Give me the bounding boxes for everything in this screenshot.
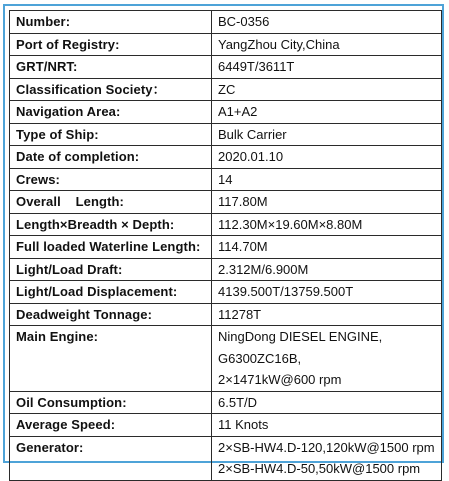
table-row [10,236,442,259]
value-line: 4139.500T/13759.500T [218,284,354,299]
row-value [212,281,442,304]
table-row [10,168,442,191]
table-row [10,281,442,304]
value-line: 2×SB-HW4.D-120,120kW@1500 rpm [218,439,435,455]
value-line: A1+A2 [218,104,258,119]
row-label: Average Speed: [10,414,212,437]
value-line: BC-0356 [218,14,270,29]
row-value [212,436,442,480]
row-label: Length×Breadth × Depth: [10,213,212,236]
row-label: Type of Ship: [10,123,212,146]
value-line: YangZhou City,China [218,36,340,52]
row-label: Overall Length: [10,191,212,214]
table-row [10,11,442,34]
table-row [10,123,442,146]
table-row [10,33,442,56]
row-value [212,78,442,101]
value-line: 6449T/3611T [218,59,295,74]
table-row [10,326,442,392]
table-row [10,436,442,480]
spec-table-body [10,11,442,481]
row-value [212,414,442,437]
row-value [212,146,442,169]
value-line: 11 Knots [218,417,269,432]
row-label: Full loaded Waterline Length: [10,236,212,259]
table-row [10,101,442,124]
spec-sheet-frame [3,4,444,476]
row-label: Oil Consumption: [10,391,212,414]
value-line: 117.80M [218,194,268,209]
row-label: Navigation Area: [10,101,212,124]
value-line: 114.70M [218,239,268,254]
table-row [10,303,442,326]
value-line: NingDong DIESEL ENGINE, [218,329,383,344]
row-value [212,303,442,326]
ship-specification-table [9,10,442,481]
row-value [212,56,442,79]
table-row [10,78,442,101]
row-value [212,11,442,34]
table-row [10,258,442,281]
value-line: 6.5T/D [218,394,258,410]
row-label: Number: [10,11,212,34]
row-value [212,391,442,414]
row-value [212,236,442,259]
value-line: 2×SB-HW4.D-50,50kW@1500 rpm [218,461,421,476]
row-label: Crews: [10,168,212,191]
value-line: 2020.01.10 [218,149,284,164]
row-value [212,33,442,56]
row-label: Port of Registry: [10,33,212,56]
row-value [212,123,442,146]
row-value [212,258,442,281]
value-line: ZC [218,81,236,97]
row-value [212,213,442,236]
row-label: Date of completion: [10,146,212,169]
row-label: GRT/NRT: [10,56,212,79]
row-label: Light/Load Draft: [10,258,212,281]
value-line: G6300ZC16B, [218,350,302,366]
value-line: 112.30M×19.60M×8.80M [218,216,363,232]
row-label: Main Engine: [10,326,212,392]
table-row [10,391,442,414]
value-line: Bulk Carrier [218,126,287,142]
row-value [212,168,442,191]
row-label: Light/Load Displacement: [10,281,212,304]
table-row [10,56,442,79]
value-line: 11278T [218,306,262,322]
value-line: 2×1471kW@600 rpm [218,372,342,387]
row-value [212,191,442,214]
row-label: Classification Society： [10,78,212,101]
row-value [212,326,442,392]
row-label: Generator: [10,436,212,480]
value-line: 14 [218,171,233,187]
table-row [10,191,442,214]
table-row [10,146,442,169]
value-line: 2.312M/6.900M [218,261,309,277]
table-row [10,213,442,236]
row-value [212,101,442,124]
table-row [10,414,442,437]
row-label: Deadweight Tonnage: [10,303,212,326]
